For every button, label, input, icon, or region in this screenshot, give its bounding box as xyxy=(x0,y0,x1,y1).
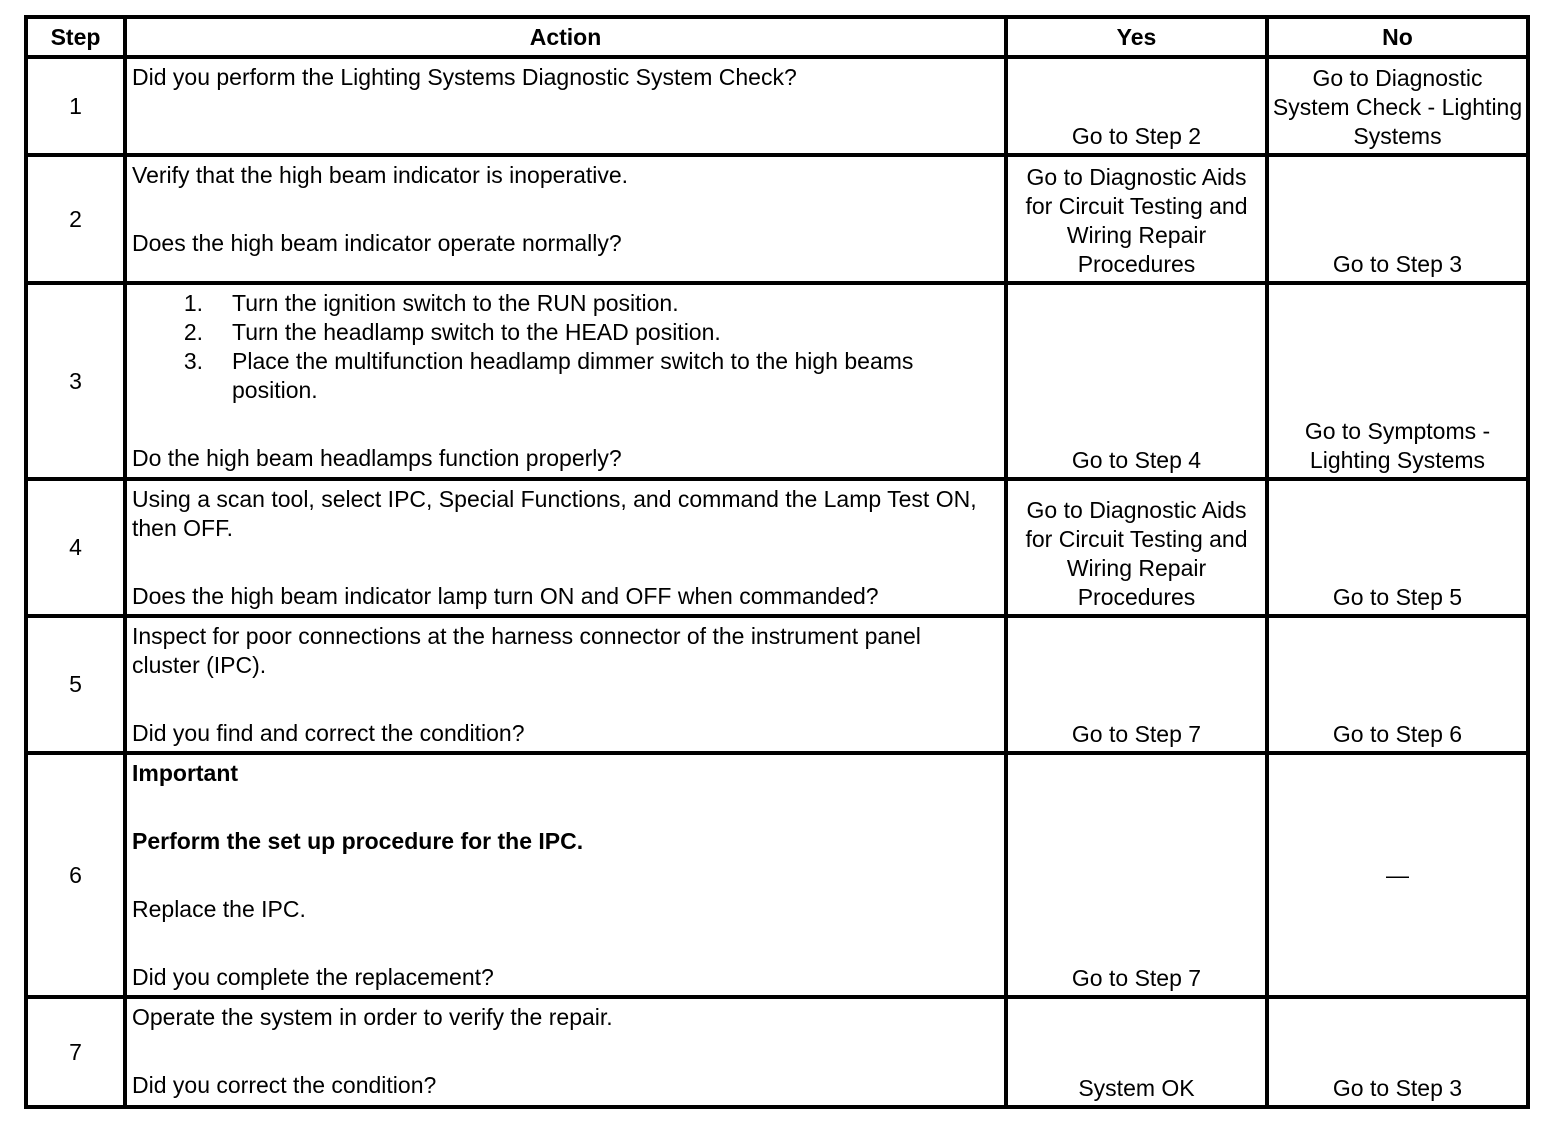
header-step: Step xyxy=(26,17,125,57)
yes-cell: Go to Step 2 xyxy=(1006,57,1267,155)
table-row xyxy=(26,479,1528,616)
action-cell xyxy=(125,997,1006,1107)
table-row xyxy=(26,57,1528,155)
action-question: Does the high beam indicator operate normally? xyxy=(132,230,622,256)
procedure-list xyxy=(132,289,994,405)
action-cell xyxy=(125,479,1006,616)
step-number: 7 xyxy=(26,997,125,1107)
action-question: Did you correct the condition? xyxy=(132,1072,437,1098)
table-row xyxy=(26,997,1528,1107)
no-cell: — xyxy=(1267,753,1528,997)
table-row xyxy=(26,616,1528,753)
action-text: Verify that the high beam indicator is inoperative. xyxy=(132,162,629,188)
step-number: 6 xyxy=(26,753,125,997)
action-question: Do the high beam headlamps function properly? xyxy=(132,445,622,471)
list-item: 1. Turn the ignition switch to the RUN position. xyxy=(183,290,679,316)
action-text: Inspect for poor connections at the harness connector of the instrument panel cluster (IPC). xyxy=(132,623,921,678)
yes-cell: Go to Step 7 xyxy=(1006,616,1267,753)
diagnostic-table xyxy=(24,15,1530,1109)
important-text: Perform the set up procedure for the IPC. xyxy=(132,828,584,854)
list-item: 2. Turn the headlamp switch to the HEAD position. xyxy=(183,319,721,345)
action-cell xyxy=(125,753,1006,997)
table-row xyxy=(26,753,1528,997)
action-cell xyxy=(125,616,1006,753)
action-question: Did you find and correct the condition? xyxy=(132,720,525,746)
no-cell: Go to Step 5 xyxy=(1267,479,1528,616)
header-no: No xyxy=(1267,17,1528,57)
step-number: 1 xyxy=(26,57,125,155)
yes-cell: Go to Diagnostic Aids for Circuit Testing and Wiring Repair Procedures xyxy=(1006,479,1267,616)
step-number: 4 xyxy=(26,479,125,616)
action-text: Replace the IPC. xyxy=(132,896,306,922)
header-yes: Yes xyxy=(1006,17,1267,57)
step-number: 5 xyxy=(26,616,125,753)
action-question: Did you perform the Lighting Systems Diagnostic System Check? xyxy=(132,64,797,90)
yes-cell: Go to Step 4 xyxy=(1006,283,1267,479)
no-cell: Go to Step 3 xyxy=(1267,155,1528,283)
action-cell xyxy=(125,155,1006,283)
table-row xyxy=(26,283,1528,479)
table-row xyxy=(26,155,1528,283)
no-cell: Go to Step 3 xyxy=(1267,997,1528,1107)
no-cell: Go to Diagnostic System Check - Lighting Systems xyxy=(1267,57,1528,155)
action-cell xyxy=(125,57,1006,155)
action-question: Did you complete the replacement? xyxy=(132,964,494,990)
action-cell xyxy=(125,283,1006,479)
step-number: 2 xyxy=(26,155,125,283)
yes-cell: Go to Diagnostic Aids for Circuit Testing and Wiring Repair Procedures xyxy=(1006,155,1267,283)
table-header-row xyxy=(26,17,1528,57)
no-cell: Go to Step 6 xyxy=(1267,616,1528,753)
action-question: Does the high beam indicator lamp turn ON and OFF when commanded? xyxy=(132,583,879,609)
action-text: Using a scan tool, select IPC, Special Functions, and command the Lamp Test ON, then OFF. xyxy=(132,486,977,541)
action-text: Operate the system in order to verify the repair. xyxy=(132,1004,613,1030)
yes-cell: Go to Step 7 xyxy=(1006,753,1267,997)
header-action: Action xyxy=(125,17,1006,57)
no-cell: Go to Symptoms - Lighting Systems xyxy=(1267,283,1528,479)
step-number: 3 xyxy=(26,283,125,479)
yes-cell: System OK xyxy=(1006,997,1267,1107)
important-heading: Important xyxy=(132,760,239,786)
list-item: 3. Place the multifunction headlamp dimmer switch to the high beams position. xyxy=(183,348,914,403)
